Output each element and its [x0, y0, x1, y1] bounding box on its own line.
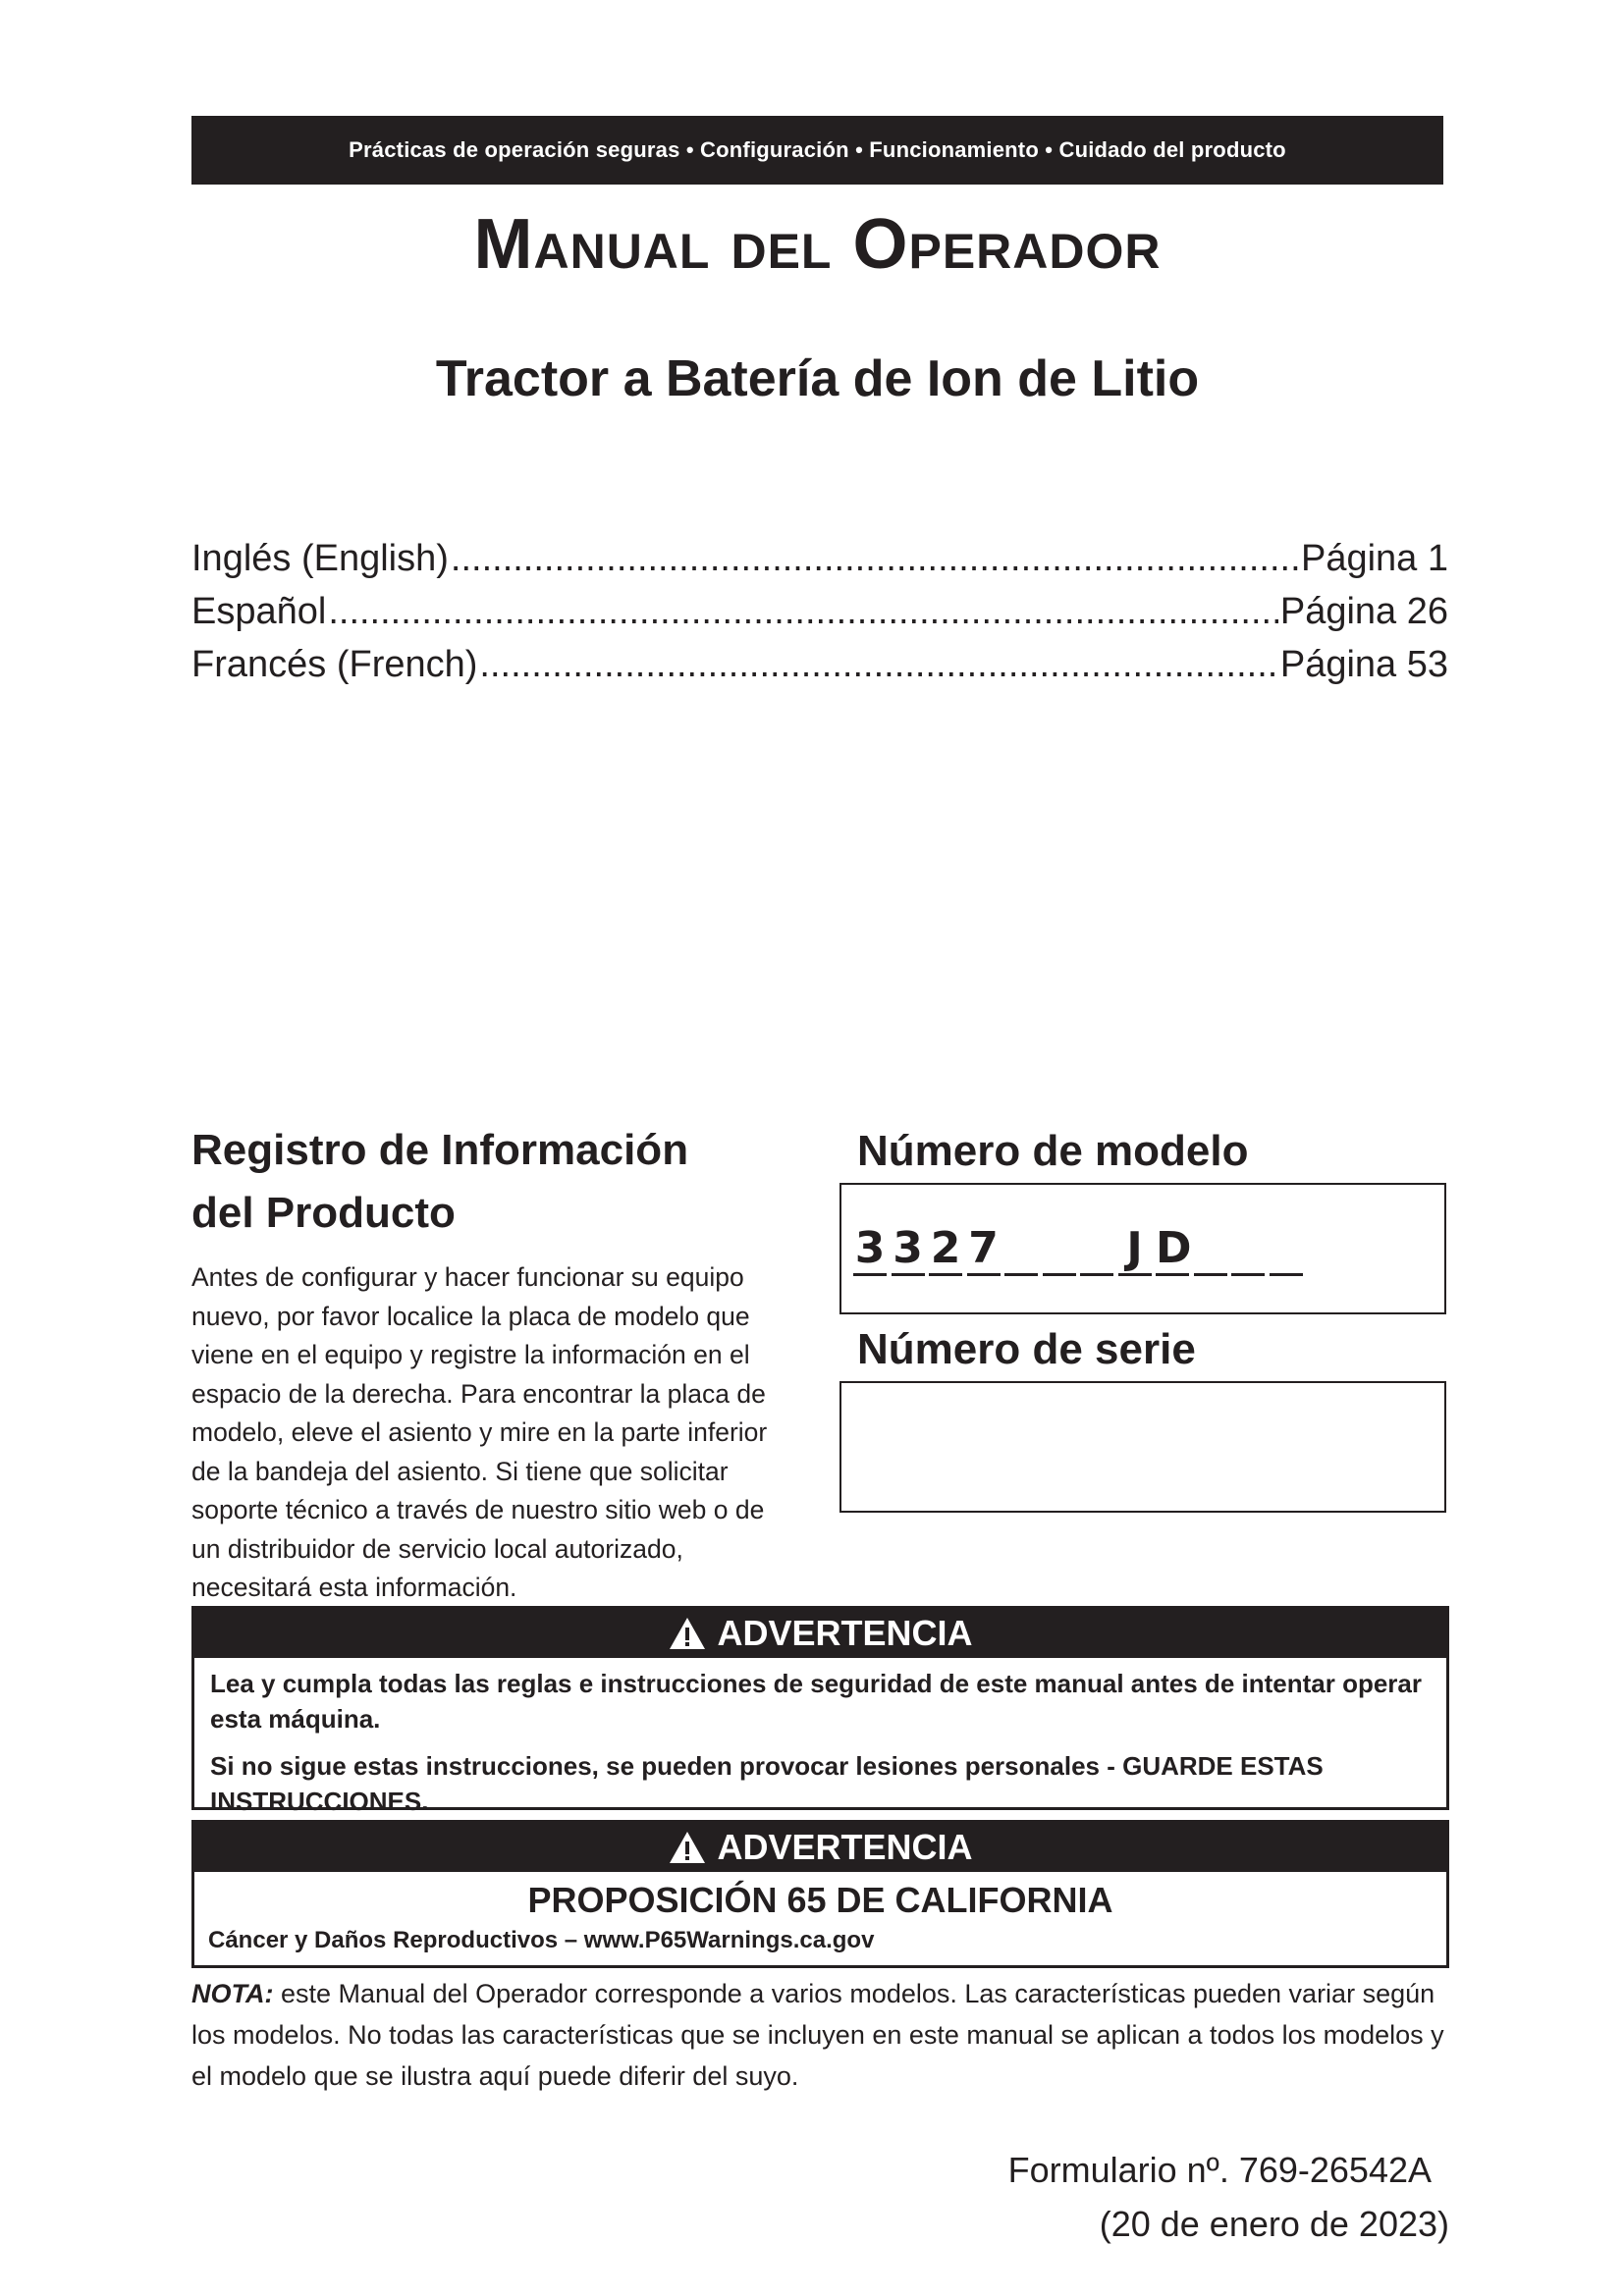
warning-heading: ADVERTENCIA: [717, 1613, 973, 1653]
model-char-slot: 7: [967, 1224, 1001, 1276]
toc-page: Página 53: [1279, 644, 1448, 685]
registration-body: Antes de configurar y hacer funcionar su equipo nuevo, por favor localice la placa de modelo que viene en el equipo y registre la información en el espacio de la derecha. Para encontrar la placa de modelo, eleve el asiento y mire en la parte inferior de la bandeja del asiento. Si tiene que solicitar soporte técnico a través de nuestro sitio web o de un distribuidor de servicio local autorizado, necesitará esta información.: [191, 1262, 768, 1602]
serial-number-field[interactable]: [839, 1381, 1446, 1513]
model-char-slot: [1080, 1224, 1113, 1276]
prop65-subtitle: Cáncer y Daños Reproductivos – www.P65Warnings.ca.gov: [208, 1927, 875, 1953]
warning-body: [194, 1658, 1446, 1839]
model-char-slot: 2: [929, 1224, 962, 1276]
toc-page: Página 1: [1300, 538, 1448, 579]
toc-leader: [451, 538, 1299, 580]
warning-line1: Lea y cumpla todas las reglas e instrucciones de seguridad de este manual antes de intentar operar esta máquina.: [210, 1669, 1422, 1734]
warning-header: [194, 1823, 1446, 1872]
toc-item-french[interactable]: [191, 644, 1448, 697]
warning-triangle-icon: [668, 1616, 707, 1651]
model-char-slot: J: [1118, 1224, 1152, 1276]
note-label: NOTA:: [191, 1979, 274, 2008]
warning-box-prop65: [191, 1820, 1449, 1968]
warning-line2: Si no sigue estas instrucciones, se pueden provocar lesiones personales - GUARDE ESTAS INSTRUCCIONES.: [210, 1751, 1324, 1816]
page-subtitle: Tractor a Batería de Ion de Litio: [435, 350, 1200, 407]
serial-number-label: Número de serie: [857, 1325, 1196, 1373]
model-number-chars: [853, 1224, 1307, 1276]
toc-label: Francés (French): [191, 644, 478, 685]
toc-leader: [479, 644, 1277, 686]
toc-page: Página 26: [1279, 591, 1448, 632]
warning-box-safety: [191, 1606, 1449, 1816]
toc-item-english[interactable]: [191, 538, 1448, 591]
note-text: este Manual del Operador corresponde a varios modelos. Las características pueden variar según los modelos. No todas las características que se incluyen en este manual se aplican a todos los modelos y el modelo que se ilustra aquí puede diferir del suyo.: [191, 1979, 1444, 2091]
warning-header: [194, 1609, 1446, 1658]
note-paragraph: [191, 1973, 1448, 2097]
model-number-field[interactable]: [839, 1183, 1446, 1314]
model-char-slot: [1270, 1224, 1303, 1276]
toc-leader: [328, 591, 1278, 633]
registration-title: [191, 1119, 781, 1245]
model-char-slot: [1004, 1224, 1038, 1276]
toc-label: Inglés (English): [191, 538, 449, 579]
registration-title-line1: Registro de Información: [191, 1126, 689, 1174]
warning-triangle-icon: [668, 1830, 707, 1865]
model-char-slot: [1231, 1224, 1265, 1276]
model-char-slot: D: [1156, 1224, 1189, 1276]
model-char-slot: 3: [892, 1224, 925, 1276]
model-char-slot: [1194, 1224, 1227, 1276]
table-of-contents: [191, 538, 1448, 697]
model-char-slot: [1043, 1224, 1076, 1276]
model-number-label: Número de modelo: [857, 1127, 1249, 1175]
header-banner: Prácticas de operación seguras • Configuración • Funcionamiento • Cuidado del producto: [191, 116, 1443, 185]
prop65-title: PROPOSICIÓN 65 DE CALIFORNIA: [527, 1880, 1113, 1920]
page-title: Manual del Operador: [473, 205, 1162, 284]
registration-title-line2: del Producto: [191, 1189, 456, 1237]
model-char-slot: 3: [853, 1224, 887, 1276]
warning-heading: ADVERTENCIA: [717, 1827, 973, 1867]
form-date: (20 de enero de 2023): [1099, 2204, 1449, 2244]
toc-label: Español: [191, 591, 327, 632]
form-number: Formulario nº. 769-26542A: [1007, 2150, 1432, 2190]
toc-item-spanish[interactable]: [191, 591, 1448, 644]
